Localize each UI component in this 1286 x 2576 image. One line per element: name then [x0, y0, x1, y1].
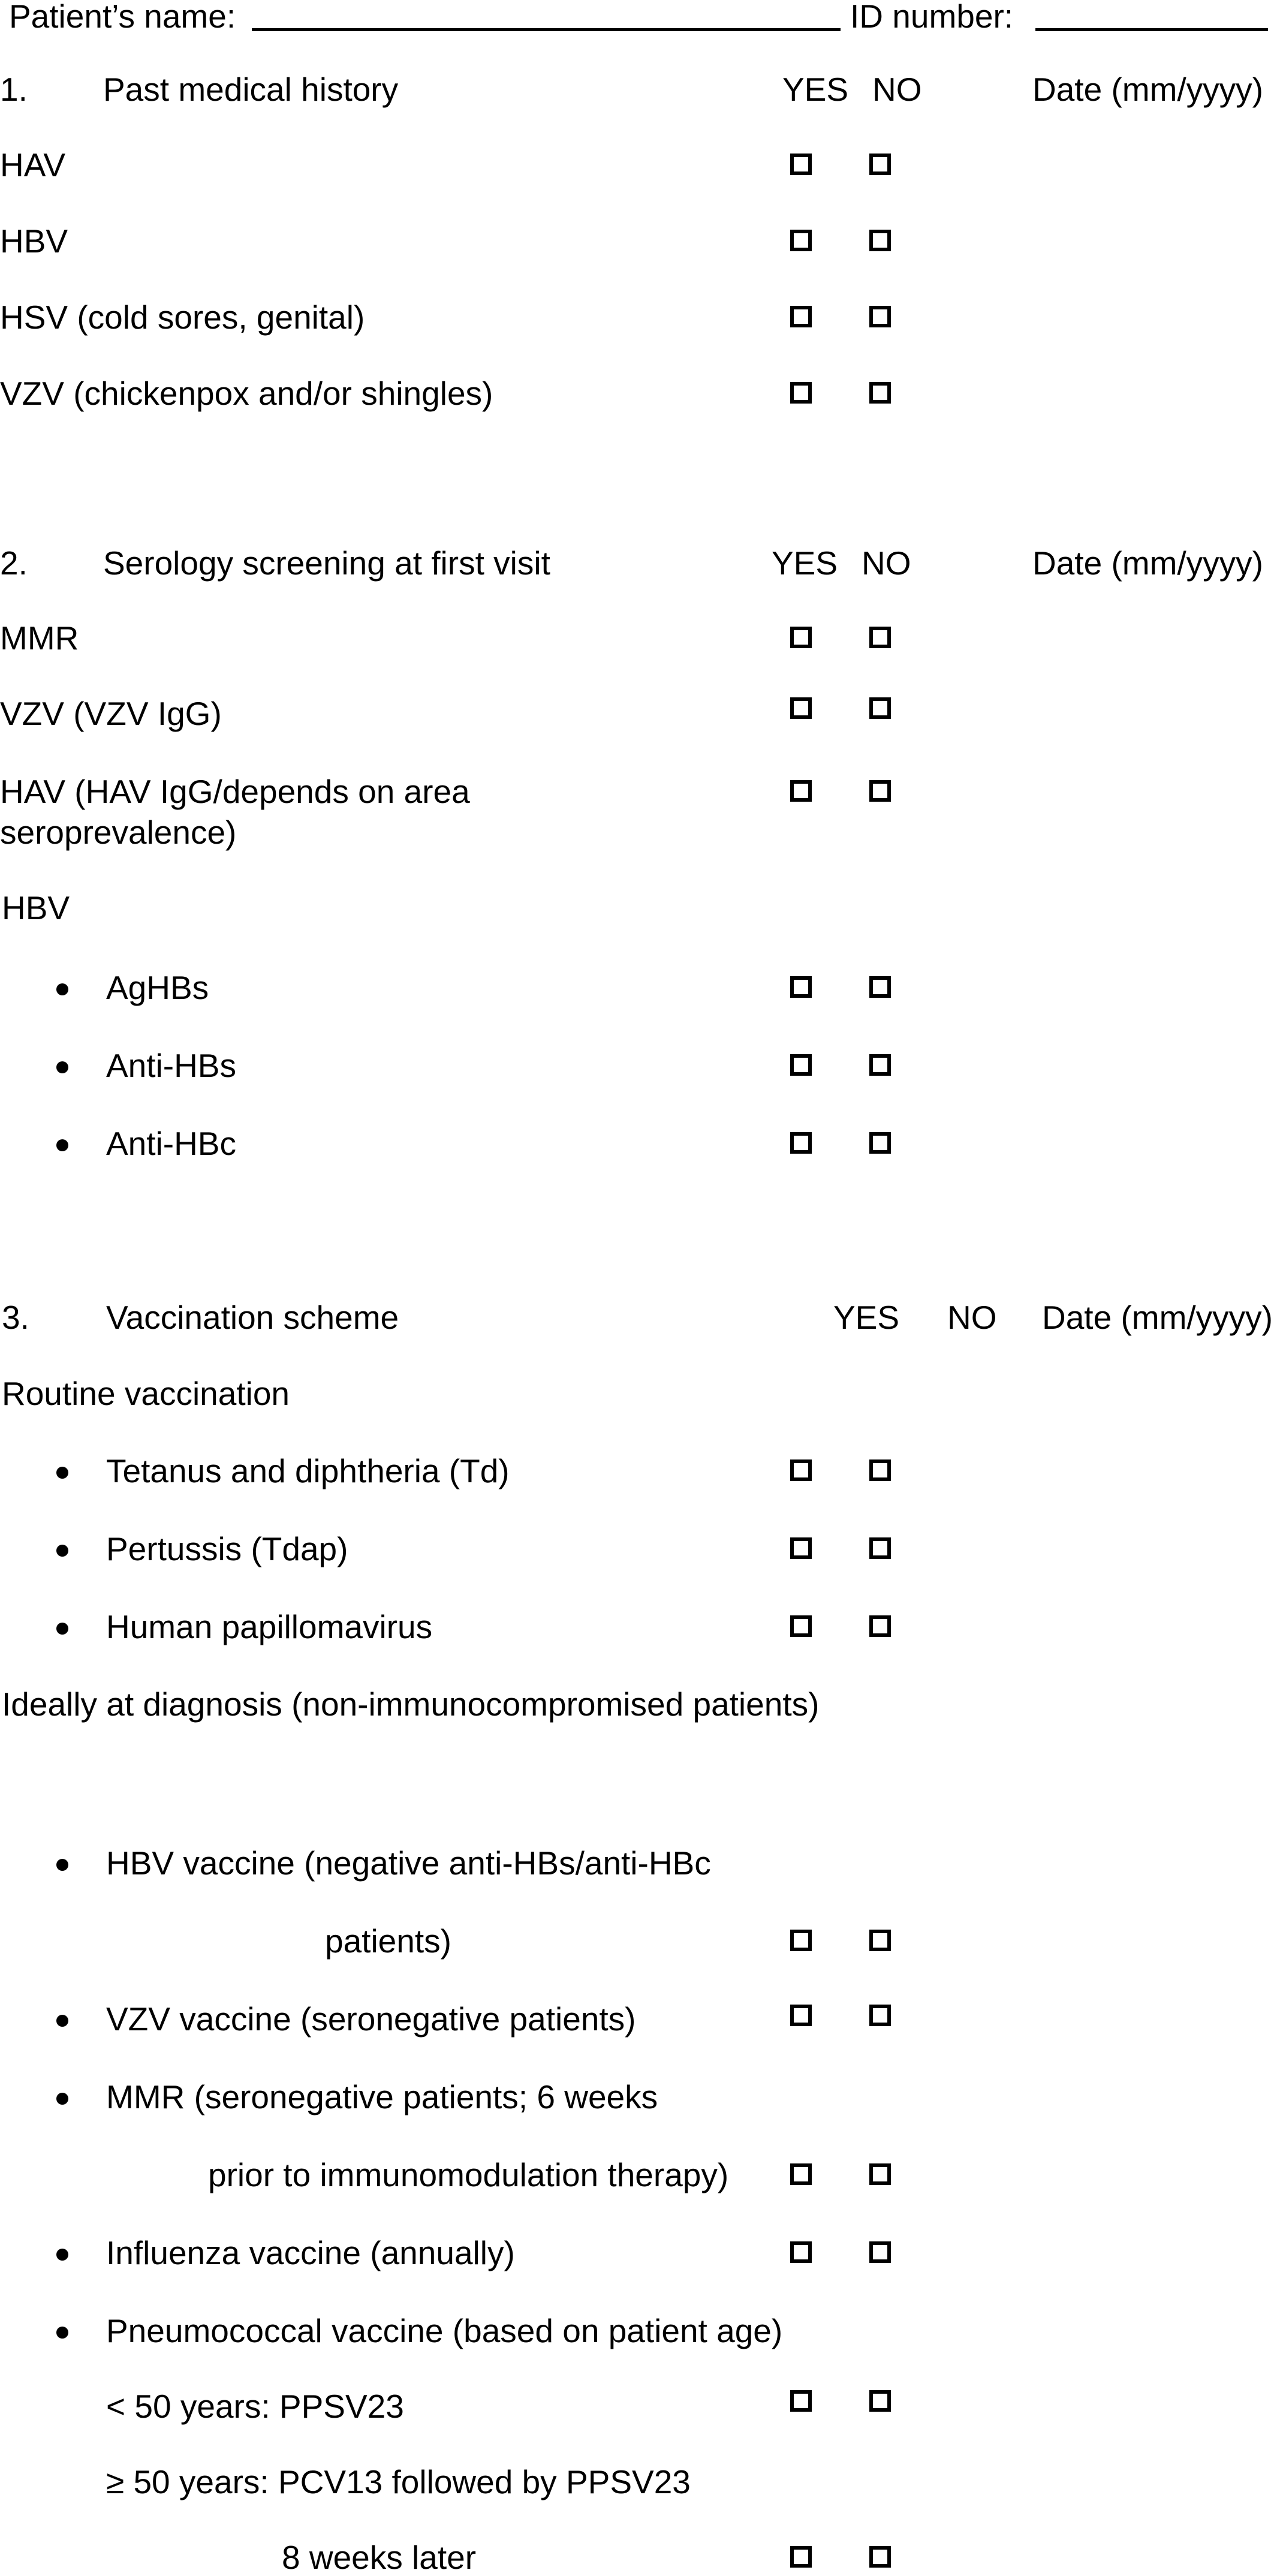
bullet: [56, 2093, 68, 2105]
s3-td-no-checkbox[interactable]: [869, 1459, 891, 1481]
s3-hpv-no-checkbox[interactable]: [869, 1615, 891, 1637]
s1-vzv-no-checkbox[interactable]: [869, 382, 891, 404]
bullet: [56, 1061, 68, 1073]
section-3-yes-header: YES: [833, 1299, 900, 1336]
s1-hsv-yes-checkbox[interactable]: [790, 306, 812, 327]
patient-name-field[interactable]: [252, 28, 841, 31]
bullet: [56, 1139, 68, 1151]
s3-td-yes-checkbox[interactable]: [790, 1459, 812, 1481]
s2-item-hav-line2: seroprevalence): [0, 814, 237, 851]
section-2-yes-header: YES: [772, 544, 838, 582]
s2-hav-no-checkbox[interactable]: [869, 780, 891, 802]
s2-aghbs-no-checkbox[interactable]: [869, 976, 891, 998]
s3-ppsv23-no-checkbox[interactable]: [869, 2390, 891, 2412]
bullet: [56, 1545, 68, 1557]
s3-vzv-vaccine-no-checkbox[interactable]: [869, 2005, 891, 2026]
s3-item-hbv-vaccine-line2: patients): [325, 1922, 451, 1960]
s2-anti-hbs-no-checkbox[interactable]: [869, 1054, 891, 1076]
s3-vzv-vaccine-yes-checkbox[interactable]: [790, 2005, 812, 2026]
s2-aghbs-yes-checkbox[interactable]: [790, 976, 812, 998]
s3-hbv-vaccine-no-checkbox[interactable]: [869, 1930, 891, 1951]
s2-anti-hbc-yes-checkbox[interactable]: [790, 1132, 812, 1154]
s3-pcv13-yes-checkbox[interactable]: [790, 2546, 812, 2568]
bullet: [56, 1467, 68, 1479]
s3-influenza-yes-checkbox[interactable]: [790, 2241, 812, 2263]
s3-tdap-yes-checkbox[interactable]: [790, 1537, 812, 1559]
section-1-yes-header: YES: [782, 71, 849, 108]
bullet: [56, 1623, 68, 1635]
section-3-no-header: NO: [947, 1299, 997, 1336]
section-1-number: 1.: [0, 71, 28, 108]
s3-item-tdap: Pertussis (Tdap): [106, 1530, 348, 1567]
s1-hbv-no-checkbox[interactable]: [869, 230, 891, 251]
s3-item-pcv13-line1: ≥ 50 years: PCV13 followed by PPSV23: [106, 2463, 691, 2500]
s3-item-ppsv23: < 50 years: PPSV23: [106, 2388, 404, 2425]
bullet: [56, 983, 68, 995]
section-1-title: Past medical history: [103, 71, 399, 108]
bullet: [56, 2327, 68, 2339]
s3-item-hbv-vaccine-line1: HBV vaccine (negative anti-HBs/anti-HBc: [106, 1844, 711, 1882]
s2-mmr-no-checkbox[interactable]: [869, 627, 891, 648]
s1-item-vzv: VZV (chickenpox and/or shingles): [0, 375, 493, 412]
s1-hav-no-checkbox[interactable]: [869, 154, 891, 175]
s2-item-hbv: HBV: [2, 889, 70, 926]
s3-ppsv23-yes-checkbox[interactable]: [790, 2390, 812, 2412]
section-2-number: 2.: [0, 544, 28, 582]
s2-vzv-yes-checkbox[interactable]: [790, 697, 812, 719]
s2-item-vzv: VZV (VZV IgG): [0, 695, 222, 732]
patient-name-label: Patient’s name:: [9, 0, 236, 35]
bullet: [56, 2015, 68, 2027]
s3-item-mmr-line2: prior to immunomodulation therapy): [208, 2156, 729, 2193]
section-3-title: Vaccination scheme: [106, 1299, 399, 1336]
s2-item-anti-hbc: Anti-HBc: [106, 1125, 236, 1162]
s3-hpv-yes-checkbox[interactable]: [790, 1615, 812, 1637]
s1-hav-yes-checkbox[interactable]: [790, 154, 812, 175]
section-1-date-header: Date (mm/yyyy): [1032, 71, 1263, 108]
s1-item-hbv: HBV: [0, 222, 68, 260]
s3-diagnosis-heading: Ideally at diagnosis (non-immunocompromised patients): [2, 1686, 820, 1723]
s3-item-td: Tetanus and diphtheria (Td): [106, 1452, 510, 1489]
s2-mmr-yes-checkbox[interactable]: [790, 627, 812, 648]
id-number-label: ID number:: [850, 0, 1014, 35]
section-1-no-header: NO: [872, 71, 922, 108]
s2-anti-hbc-no-checkbox[interactable]: [869, 1132, 891, 1154]
s2-anti-hbs-yes-checkbox[interactable]: [790, 1054, 812, 1076]
s3-item-pcv13-line2: 8 weeks later: [282, 2539, 477, 2576]
s1-item-hav: HAV: [0, 146, 66, 183]
s1-hbv-yes-checkbox[interactable]: [790, 230, 812, 251]
section-3-date-header: Date (mm/yyyy): [1042, 1299, 1273, 1336]
s1-item-hsv: HSV (cold sores, genital): [0, 299, 365, 336]
section-2-title: Serology screening at first visit: [103, 544, 550, 582]
s1-hsv-no-checkbox[interactable]: [869, 306, 891, 327]
s3-tdap-no-checkbox[interactable]: [869, 1537, 891, 1559]
section-2-date-header: Date (mm/yyyy): [1032, 544, 1263, 582]
s2-hav-yes-checkbox[interactable]: [790, 780, 812, 802]
s3-item-mmr-line1: MMR (seronegative patients; 6 weeks: [106, 2078, 658, 2115]
s1-vzv-yes-checkbox[interactable]: [790, 382, 812, 404]
s3-item-hpv: Human papillomavirus: [106, 1608, 433, 1645]
s2-item-aghbs: AgHBs: [106, 969, 209, 1006]
s3-mmr-yes-checkbox[interactable]: [790, 2163, 812, 2185]
s3-mmr-no-checkbox[interactable]: [869, 2163, 891, 2185]
section-2-no-header: NO: [862, 544, 911, 582]
s2-item-hav-line1: HAV (HAV IgG/depends on area: [0, 773, 470, 810]
s3-routine-heading: Routine vaccination: [2, 1375, 290, 1412]
s2-vzv-no-checkbox[interactable]: [869, 697, 891, 719]
bullet: [56, 2249, 68, 2261]
s3-item-pneumococcal: Pneumococcal vaccine (based on patient age): [106, 2312, 783, 2349]
s2-item-anti-hbs: Anti-HBs: [106, 1047, 236, 1084]
s2-item-mmr: MMR: [0, 619, 79, 657]
s3-pcv13-no-checkbox[interactable]: [869, 2546, 891, 2568]
s3-influenza-no-checkbox[interactable]: [869, 2241, 891, 2263]
bullet: [56, 1859, 68, 1871]
id-number-field[interactable]: [1035, 28, 1268, 31]
s3-hbv-vaccine-yes-checkbox[interactable]: [790, 1930, 812, 1951]
s3-item-influenza: Influenza vaccine (annually): [106, 2234, 515, 2271]
section-3-number: 3.: [2, 1299, 29, 1336]
s3-item-vzv-vaccine: VZV vaccine (seronegative patients): [106, 2000, 636, 2038]
